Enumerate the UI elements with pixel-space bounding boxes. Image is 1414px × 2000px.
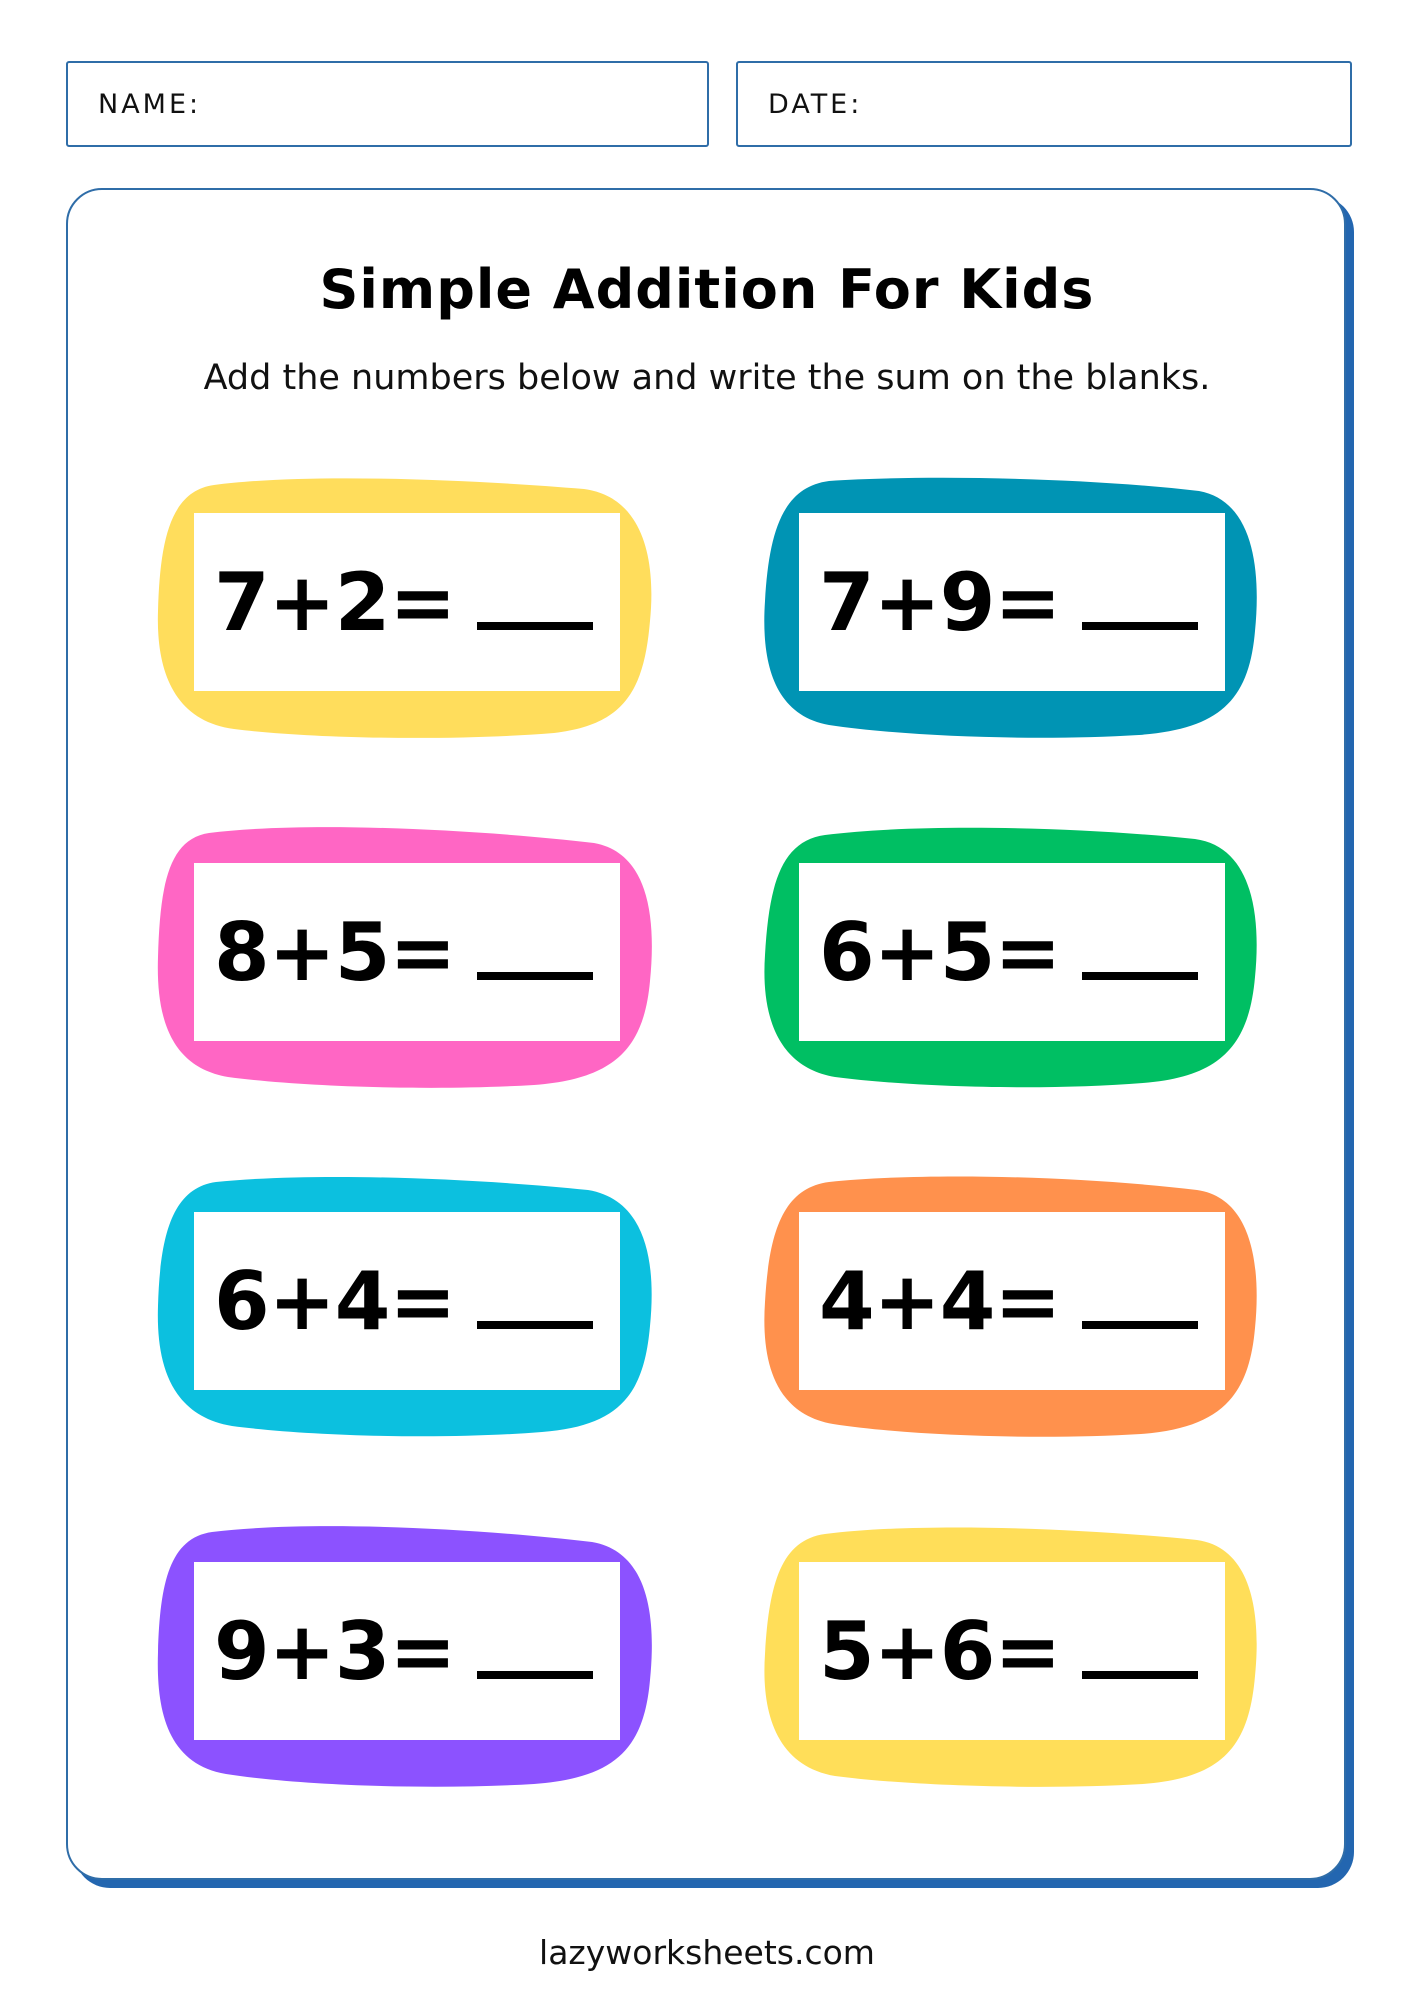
answer-box [799,1562,1225,1740]
answer-blank[interactable] [1082,1321,1198,1329]
answer-blank[interactable] [1082,972,1198,980]
equation-text: 9+3= [214,1604,456,1698]
worksheet-title: Simple Addition For Kids [319,258,1095,321]
answer-blank[interactable] [1082,1671,1198,1679]
date-field[interactable] [736,61,1352,147]
answer-box [194,513,620,691]
name-label: NAME: [98,89,202,120]
worksheet-instructions: Add the numbers below and write the sum on the blanks. [203,358,1211,398]
footer-site: lazyworksheets.com [539,1933,875,1972]
problem-tile [154,471,654,741]
answer-box [799,513,1225,691]
date-label: DATE: [768,89,863,120]
problem-tile [154,821,654,1091]
equation-text: 4+4= [819,1254,1061,1348]
problem-tile [154,1520,654,1790]
answer-blank[interactable] [477,622,593,630]
answer-blank[interactable] [1082,622,1198,630]
answer-box [194,1212,620,1390]
answer-blank[interactable] [477,972,593,980]
answer-box [799,1212,1225,1390]
equation-text: 8+5= [214,905,456,999]
problem-tile [154,1170,654,1440]
problem-tile [759,821,1259,1091]
problem-tile [759,1170,1259,1440]
equation-text: 5+6= [819,1604,1061,1698]
answer-box [799,863,1225,1041]
name-field[interactable] [66,61,709,147]
answer-box [194,1562,620,1740]
equation-text: 7+9= [819,555,1061,649]
equation-text: 6+4= [214,1254,456,1348]
answer-blank[interactable] [477,1321,593,1329]
answer-box [194,863,620,1041]
problem-tile [759,471,1259,741]
answer-blank[interactable] [477,1671,593,1679]
equation-text: 6+5= [819,905,1061,999]
problem-tile [759,1520,1259,1790]
equation-text: 7+2= [214,555,456,649]
